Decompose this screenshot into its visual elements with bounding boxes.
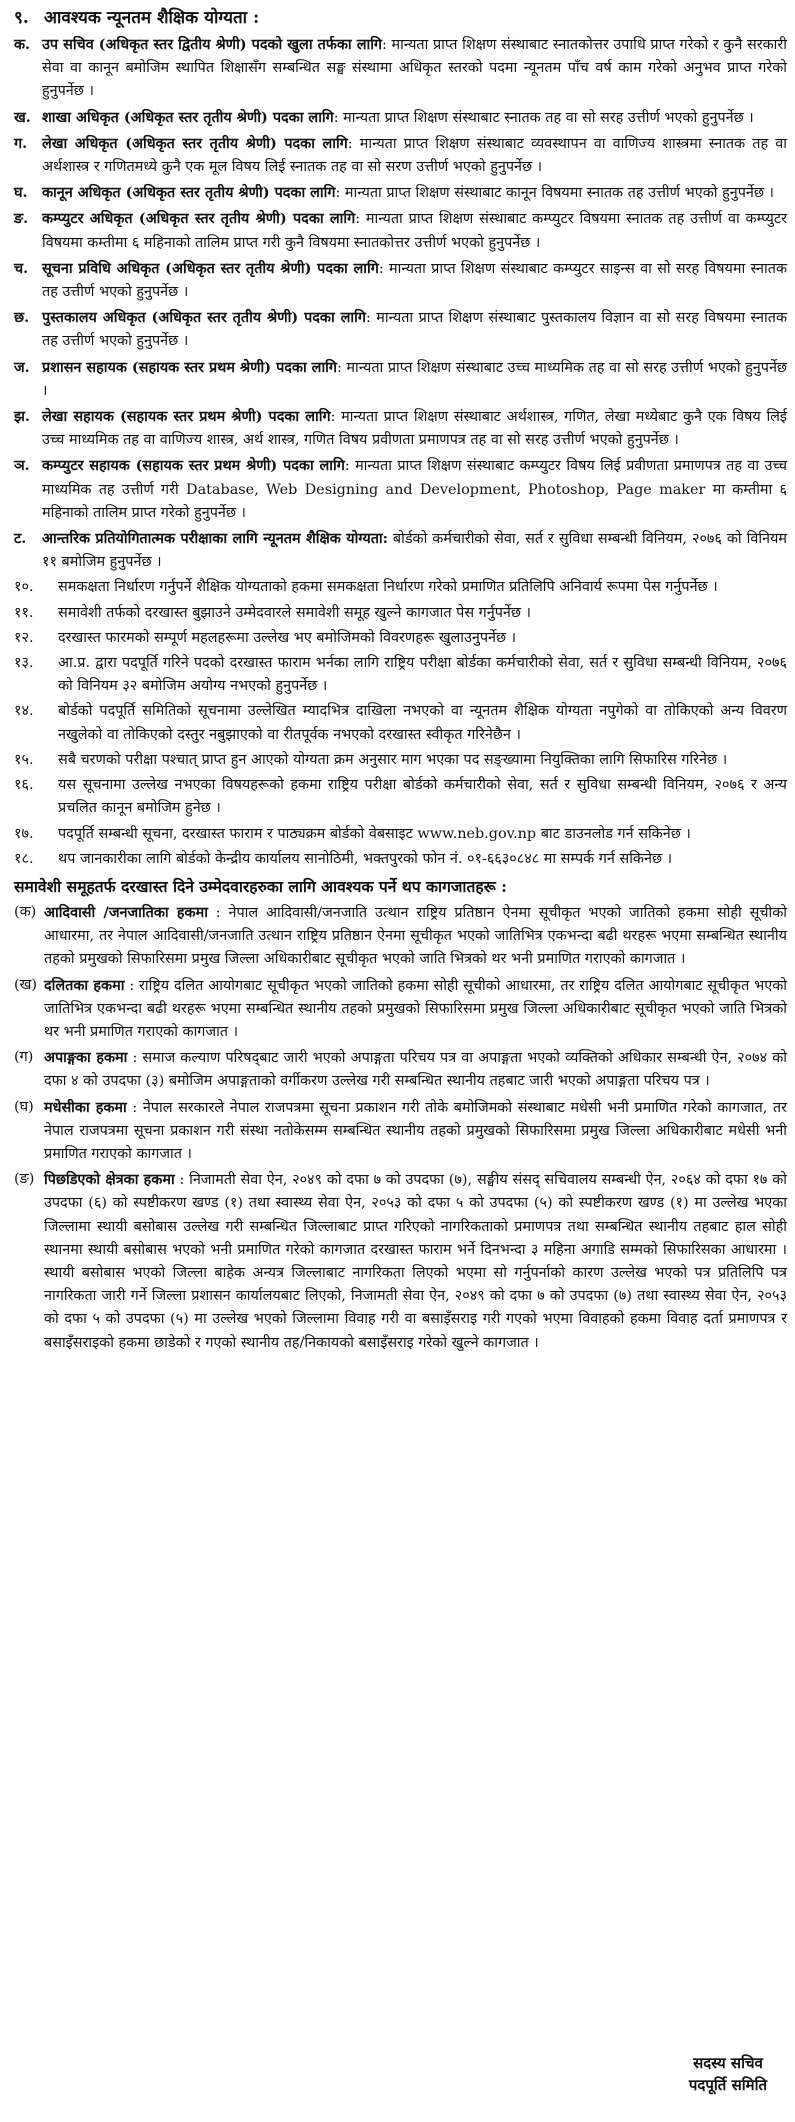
clause-item-body	[58, 823, 787, 846]
qualification-item-heading: आन्तरिक प्रतियोगितात्मक परीक्षाका लागि न्यूनतम शैक्षिक योग्यता:	[42, 530, 388, 548]
inclusive-item-label: (ग)	[14, 1049, 34, 1066]
qualification-item-heading: कम्प्युटर सहायक (सहायक स्तर प्रथम श्रेणी) पदका लागि	[42, 457, 345, 475]
clause-item-body	[58, 652, 787, 698]
qualification-item-label: च.	[14, 259, 29, 277]
qualification-item-text: : मान्यता प्राप्त शिक्षण संस्थाबाट पुस्तकालय विज्ञान वा सो सरह विषयमा स्नातक तह उत्तीर्ण भएको हुनुपर्नेछ ।	[42, 310, 788, 350]
inclusive-item	[14, 974, 787, 1045]
qualification-item-heading: शाखा अधिकृत (अधिकृत स्तर तृतीय श्रेणी) पदका लागि	[42, 108, 334, 126]
inclusive-item-text: : समाज कल्याण परिषद्‌बाट जारी भएको अपाङ्गता परिचय पत्र वा अपाङ्गता भएको व्यक्तिको अधिकार सम्बन्धी ऐन, २०७४ को दफा ४ को उपदफा (३) बमोजिम अपाङ्गताको वर्गीकरण उल्लेख गरी सम्बन्धित स्थानीय तहबाट जारी भएको अपाङ्गता परिचय पत्र ।	[44, 1050, 787, 1090]
qualification-item-text: : मान्यता प्राप्त शिक्षण संस्थाबाट अर्थशास्त्र, गणित, लेखा मध्येबाट कुनै एक विषय लिई उच्च माध्यमिक तह वा वाणिज्य शास्त्र, अर्थ शास्त्र, गणित विषय प्रवीणता प्रमाणपत्र तह वा सो सरह उत्तीर्ण भएको हुनुपर्नेछ ।	[42, 409, 787, 449]
qualification-item-body	[42, 405, 787, 452]
qualification-item-body	[42, 181, 787, 205]
qualification-item-text: बोर्डको कर्मचारीको सेवा, सर्त र सुविधा सम्बन्धी विनियम, २०७६ को विनियम ११ बमोजिम हुनुपर्नेछ ।	[42, 531, 787, 571]
qualification-list	[14, 33, 787, 574]
clause-item	[14, 652, 787, 698]
clause-item-body	[58, 774, 787, 820]
clause-item-label: १२.	[14, 629, 34, 646]
qualification-item-heading: प्रशासन सहायक (सहायक स्तर प्रथम श्रेणी) पदका लागि	[42, 358, 337, 376]
clause-item-text: समावेशी तर्फको दरखास्त बुझाउने उम्मेदवारले समावेशी समूह खुल्ने कागजात पेस गर्नुपर्नेछ ।	[58, 604, 531, 621]
qualification-item-heading: उप सचिव (अधिकृत स्तर द्वितीय श्रेणी) पदको खुला तर्फका लागि	[42, 36, 383, 53]
clause-item-label: ११.	[14, 604, 34, 621]
inclusive-heading: समावेशी समूहतर्फ दरखास्त दिने उम्मेदवारहरुका लागि आवश्यक पर्ने थप कागजातहरू :	[14, 876, 507, 896]
inclusive-item-label: (घ)	[14, 1098, 34, 1115]
inclusive-item-text: : निजामती सेवा ऐन, २०४९ को दफा ७ को उपदफा (७), सङ्घीय संसद् सचिवालय सम्बन्धी ऐन, २०६४ को दफा १७ को उपदफा (६) को स्पष्टीकरण खण्ड (१) तथा स्वास्थ्य सेवा ऐन, २०५३ को दफा ५ को उपदफा (५) को स्पष्टीकरण खण्ड (१) मा उल्लेख भएका जिल्लामा स्थायी बसोबास उल्लेख गरी सम्बन्धित जिल्लाबाट प्राप्त गरिएको नागरिकताको प्रमाणपत्र तथा सम्बन्धित स्थानीय तहबाट हाल सोही स्थानमा स्थायी बसोबास भएको भनी प्रमाणित गरेको कागजात दरखास्त फाराम भर्ने दिनभन्दा ३ महिना अगाडि सम्मको सिफारिसका आधारमा । स्थायी बसोबास भएको जिल्ला बाहेक अन्यत्र जिल्लाबाट नागरिकता लिएको भएमा सो गर्नुपर्नाको कारण उल्लेख भएको पत्र प्रतिलिपि पत्र नागरिकता जारी गर्ने जिल्ला प्रशासन कार्यालयबाट लिएको, निजामती सेवा ऐन, २०४९ को दफा ७ को उपदफा (७) तथा स्वास्थ्य सेवा ऐन, २०५३ को दफा ५ को उपदफा (५) मा उल्लेख भएको जिल्लामा विवाह गरी वा बसाइँसराइ गरी गएको भएमा विवाहको हकमा विवाह दर्ता प्रमाणपत्र र बसाइँसराइको हकमा छाडेको र गएको स्थानीय तह/निकायको बसाइँसराइ गरेको खुल्ने कागजात ।	[44, 1172, 787, 1351]
qualification-item	[14, 33, 787, 104]
qualification-item-body	[42, 527, 787, 574]
qualification-item-heading: लेखा सहायक (सहायक स्तर प्रथम श्रेणी) पदका लागि	[42, 408, 331, 426]
inclusive-item-label: (ङ)	[14, 1171, 35, 1188]
clause-item-label: १५.	[14, 751, 34, 768]
clause-item-body	[58, 602, 787, 625]
inclusive-item-heading: अपाङ्गका हकमा	[44, 1049, 128, 1067]
inclusive-item-label: (ख)	[14, 976, 38, 993]
qualification-item-label: ट.	[14, 530, 27, 548]
qualification-item	[14, 405, 787, 452]
qualification-item-body	[42, 257, 787, 304]
clause-item-text: दरखास्त फारमको सम्पूर्ण महलहरूमा उल्लेख भए बमोजिमको विवरणहरू खुलाउनुपर्नेछ ।	[58, 629, 517, 646]
inclusive-item-body	[44, 1168, 787, 1355]
qualification-item-heading: कानून अधिकृत (अधिकृत स्तर तृतीय श्रेणी) पदका लागि	[42, 184, 336, 202]
qualification-item-text: : मान्यता प्राप्त शिक्षण संस्थाबाट कम्प्युटर विषय लिई प्रवीणता प्रमाणपत्र तह वा उच्च माध्यमिक तह उत्तीर्ण गरी Database, Web Designing and Development, Photoshop, Page maker मा कम्तीमा ६ महिनाको तालिम प्राप्त गरेको हुनुपर्नेछ ।	[42, 458, 787, 521]
clause-item	[14, 627, 787, 650]
inclusive-item	[14, 1046, 787, 1093]
clause-item	[14, 576, 787, 599]
clause-item-text: सबै चरणको परीक्षा पश्चात् प्राप्त हुन आएको योग्यता क्रम अनुसार माग भएका पद सङ्ख्यामा नियुक्तिका लागि सिफारिस गरिनेछ ।	[58, 751, 728, 768]
qualification-item	[14, 356, 787, 403]
qualification-item-text: : मान्यता प्राप्त शिक्षण संस्थाबाट कम्प्युटर विषयमा स्नातक तह उत्तीर्ण वा कम्प्युटर विषयमा कम्तीमा ६ महिनाको तालिम प्राप्त गरी कुनै विषयमा स्नातकोत्तर उत्तीर्ण भएको हुनुपर्नेछ ।	[42, 211, 787, 251]
qualification-item-body	[42, 106, 787, 130]
clause-item-label: १४.	[14, 703, 34, 720]
inclusive-item-body	[44, 901, 787, 972]
qualification-item	[14, 306, 787, 353]
qualification-item-heading: सूचना प्रविधि अधिकृत (अधिकृत स्तर तृतीय श्रेणी) पदका लागि	[42, 259, 379, 277]
qualification-item	[14, 132, 787, 179]
section-number: ९.	[14, 8, 29, 28]
inclusive-item-text: : नेपाल आदिवासी/जनजाति उत्थान राष्ट्रिय प्रतिष्ठान ऐनमा सूचीकृत भएको जातिको हकमा सोही सूचीको आधारमा, तर नेपाल आदिवासी/जनजाति उत्थान राष्ट्रिय प्रतिष्ठान ऐनमा सूचीकृत भएको जातिभित्र एकभन्दा बढी थरहरू भएमा सम्बन्धित स्थानीय तहको प्रमुखको सिफारिसमा प्रमुख जिल्ला अधिकारीबाट सूचीकृत भएको जाति भित्रको थर भनी प्रमाणित गराएको कागजात ।	[44, 904, 787, 968]
qualification-item-heading: कम्प्युटर अधिकृत (अधिकृत स्तर तृतीय श्रेणी) पदका लागि	[42, 210, 356, 228]
clause-item-body	[58, 700, 787, 746]
qualification-item-heading: पुस्तकालय अधिकृत (अधिकृत स्तर तृतीय श्रेणी) पदका लागि	[42, 309, 366, 327]
inclusive-item-body	[44, 974, 787, 1045]
inclusive-item	[14, 1096, 787, 1167]
clause-item-body	[58, 627, 787, 650]
clause-item	[14, 700, 787, 746]
clause-item-text: आ.प्र. द्वारा पदपूर्ति गरिने पदको दरखास्त फाराम भर्नका लागि राष्ट्रिय परीक्षा बोर्डका कर्मचारीको सेवा, सर्त र सुविधा सम्बन्धी विनियम, २०७६ को विनियम ३२ बमोजिम अयोग्य नभएको हुनुपर्नेछ ।	[58, 655, 787, 695]
inclusive-item-body	[44, 1046, 787, 1093]
clause-item-label: १८.	[14, 850, 34, 867]
section-heading	[14, 6, 787, 31]
inclusive-item-heading: दलितका हकमा	[44, 976, 125, 994]
signature-title: सदस्य सचिव	[693, 2054, 763, 2072]
inclusive-item	[14, 1168, 787, 1355]
qualification-item-label: ङ.	[14, 210, 29, 228]
qualification-item-body	[42, 356, 787, 403]
clause-item-label: १०.	[14, 579, 34, 596]
inclusive-item-heading: आदिवासी /जनजातिका हकमा	[44, 903, 208, 921]
numbered-clause-list	[14, 576, 787, 870]
clause-item-text: यस सूचनामा उल्लेख नभएका विषयहरूको हकमा राष्ट्रिय परीक्षा बोर्डको कर्मचारीको सेवा, सर्त र सुविधा सम्बन्धी विनियम, २०७६ र अन्य प्रचलित कानून बमोजिम हुनेछ ।	[58, 777, 787, 817]
qualification-item-text: : मान्यता प्राप्त शिक्षण संस्थाबाट स्नातकोत्तर उपाधि प्राप्त गरेको र कुनै सरकारी सेवा वा कानून बमोजिम स्थापित शिक्षासँग सम्बन्धित सङ्घ संस्थामा अधिकृत स्तरको पदमा न्यूनतम पाँच वर्ष काम गरेको अनुभव प्राप्त गरेको हुनुपर्नेछ ।	[42, 37, 788, 100]
clause-item-text: पदपूर्ति सम्बन्धी सूचना, दरखास्त फाराम र पाठ्यक्रम बोर्डको वेबसाइट www.neb.gov.np बाट डाउनलोड गर्न सकिनेछ ।	[58, 825, 691, 842]
qualification-item-label: झ.	[14, 408, 30, 426]
inclusive-item-body	[44, 1096, 787, 1167]
clause-item-text: थप जानकारीका लागि बोर्डको केन्द्रीय कार्यालय सानोठिमी, भक्तपुरको फोन नं. ०१-६६३०८४८ मा सम्पर्क गर्न सकिनेछ ।	[58, 850, 673, 867]
qualification-item-label: ञ.	[14, 457, 30, 475]
clause-item-label: १६.	[14, 777, 34, 794]
inclusive-item-heading: मधेसीका हकमा	[44, 1098, 127, 1116]
qualification-item-body	[42, 454, 787, 525]
clause-item	[14, 774, 787, 820]
clause-item-label: १३.	[14, 655, 34, 672]
signature-block	[689, 2052, 767, 2096]
qualification-item-text: : मान्यता प्राप्त शिक्षण संस्थाबाट कम्प्युटर साइन्स वा सो सरह विषयमा स्नातक तह उत्तीर्ण भएको हुनुपर्नेछ ।	[42, 260, 788, 301]
clause-item-body	[58, 848, 787, 871]
qualification-item	[14, 527, 787, 574]
qualification-item	[14, 181, 787, 205]
qualification-item-label: ज.	[14, 358, 30, 376]
qualification-item-body	[42, 33, 787, 104]
clause-item-label: १७.	[14, 825, 34, 842]
qualification-item-label: छ.	[14, 309, 30, 327]
signature-committee: पदपूर्ति समिति	[688, 2076, 767, 2094]
qualification-item	[14, 257, 787, 304]
inclusive-document-list	[14, 901, 787, 1355]
qualification-item-heading: लेखा अधिकृत (अधिकृत स्तर तृतीय श्रेणी) पदका लागि	[42, 134, 348, 152]
inclusive-item	[14, 901, 787, 972]
qualification-item-text: : मान्यता प्राप्त शिक्षण संस्थाबाट स्नातक तह वा सो सरह उत्तीर्ण भएको हुनुपर्नेछ ।	[333, 109, 754, 126]
qualification-item-body	[42, 306, 787, 353]
inclusive-item-label: (क)	[14, 903, 37, 920]
qualification-item	[14, 454, 787, 525]
clause-item	[14, 823, 787, 846]
clause-item-body	[58, 749, 787, 772]
qualification-item-label: क.	[14, 36, 31, 53]
qualification-item	[14, 106, 787, 130]
clause-item-text: बोर्डको पदपूर्ति समितिको सूचनामा उल्लेखित म्यादभित्र दाखिला नभएको वा न्यूनतम शैक्षिक योग्यता नपुगेको वा तोकिएको अन्य विवरण नखुलेको वा तोकिएको दस्तुर नबुझाएको वा रीतपूर्वक नभएको दरखास्त स्वीकृत गरिनेछैन ।	[58, 703, 787, 743]
qualification-item-body	[42, 207, 787, 254]
clause-item	[14, 749, 787, 772]
inclusive-item-heading: पिछडिएको क्षेत्रका हकमा	[44, 1171, 175, 1189]
qualification-item	[14, 207, 787, 254]
section-title: आवश्यक न्यूनतम शैक्षिक योग्यता :	[44, 8, 260, 28]
qualification-item-text: : मान्यता प्राप्त शिक्षण संस्थाबाट व्यवस्थापन वा वाणिज्य शास्त्रमा स्नातक तह वा अर्थशास्त्र र गणितमध्ये कुनै एक मूल विषय लिई स्नातक तह वा सो सरण उत्तीर्ण भएको हुनुपर्नेछ ।	[42, 135, 787, 176]
qualification-item-text: : मान्यता प्राप्त शिक्षण संस्थाबाट उच्च माध्यमिक तह वा सो सरह उत्तीर्ण भएको हुनुपर्नेछ ।	[42, 359, 788, 399]
qualification-item-label: ख.	[14, 108, 31, 126]
clause-item	[14, 848, 787, 871]
clause-item	[14, 602, 787, 625]
qualification-item-body	[42, 132, 787, 179]
qualification-item-label: घ.	[14, 184, 28, 202]
inclusive-item-text: : नेपाल सरकारले नेपाल राजपत्रमा सूचना प्रकाशन गरी तोके बमोजिमको संस्थाबाट मधेसी भनी प्रमाणित गरेको कागजात, तर नेपाल राजपत्रमा सूचना प्रकाशन गरी संस्था नतोकेसम्म सम्बन्धित स्थानीय तहको प्रमुखको सिफारिसमा प्रमुख जिल्ला अधिकारीबाट मधेसी भनी प्रमाणित गराएको कागजात ।	[44, 1099, 787, 1162]
qualification-item-text: : मान्यता प्राप्त शिक्षण संस्थाबाट कानून विषयमा स्नातक तह उत्तीर्ण भएको हुनुपर्नेछ ।	[335, 185, 774, 202]
clause-item-text: समकक्षता निर्धारण गर्नुपर्ने शैक्षिक योग्यताको हकमा समकक्षता निर्धारण गरेको प्रमाणित प्रतिलिपि अनिवार्य रूपमा पेस गर्नुपर्नेछ ।	[58, 579, 718, 596]
clause-item-body	[58, 576, 787, 599]
qualification-item-label: ग.	[14, 134, 28, 152]
inclusive-item-text: : राष्ट्रिय दलित आयोगबाट सूचीकृत भएको जातिको हकमा सोही सूचीको आधारमा, तर राष्ट्रिय दलित आयोगबाट सूचीकृत भएको जातिभित्र एकभन्दा बढी थरहरू भएमा सम्बन्धित स्थानीय तहको प्रमुखको सिफारिसमा प्रमुख जिल्ला अधिकारीबाट सूचीकृत भएको जाति भित्रको थर भनी प्रमाणित गराएको कागजात ।	[44, 977, 787, 1040]
